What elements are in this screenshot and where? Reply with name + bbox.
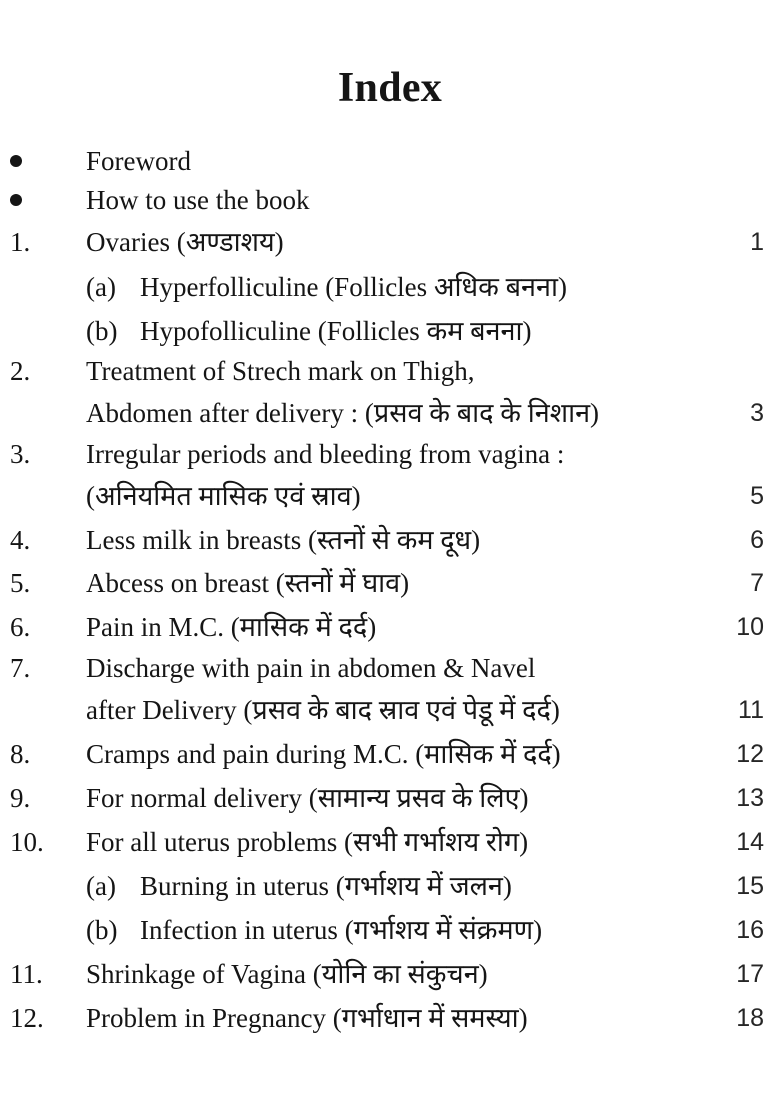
page-number: 15: [736, 872, 764, 900]
entry-text: Shrinkage of Vagina (योनि का संकुचन): [86, 959, 488, 989]
index-entry-2: [0, 350, 780, 392]
subentry-label: (a): [86, 272, 116, 302]
entry-number: 11.: [10, 959, 43, 989]
entry-number: 1.: [10, 227, 31, 257]
entry-number: 8.: [10, 739, 31, 769]
page-number: 6: [750, 526, 764, 554]
index-subentry-10b: [0, 909, 780, 951]
entry-text: Abcess on breast (स्तनों में घाव): [86, 568, 410, 598]
subentry-label: (b): [86, 915, 118, 945]
entry-text: Hyperfolliculine (Follicles अधिक बनना): [140, 272, 568, 302]
index-entry-10: [0, 821, 780, 863]
page-number: 17: [736, 960, 764, 988]
page-number: 14: [736, 828, 764, 856]
index-entry-7: [0, 647, 780, 689]
index-entry-foreword: [0, 140, 780, 182]
index-entry-3: [0, 433, 780, 475]
entry-text: Infection in uterus (गर्भाशय में संक्रमण): [140, 915, 543, 945]
entry-number: 2.: [10, 356, 31, 386]
entry-text: For all uterus problems (सभी गर्भाशय रोग): [86, 827, 529, 857]
page-number: 16: [736, 916, 764, 944]
entry-number: 5.: [10, 568, 31, 598]
page-number: 1: [750, 228, 764, 256]
entry-text-line1: Treatment of Strech mark on Thigh,: [86, 356, 475, 386]
page-number: 10: [736, 613, 764, 641]
entry-text: Problem in Pregnancy (गर्भाधान में समस्या): [86, 1003, 528, 1033]
entry-text-line1: Irregular periods and bleeding from vagina :: [86, 439, 565, 469]
subentry-label: (b): [86, 316, 118, 346]
page-number: 3: [750, 399, 764, 427]
index-entry-8: [0, 733, 780, 775]
index-subentry-1a: [0, 266, 780, 308]
entry-text: Less milk in breasts (स्तनों से कम दूध): [86, 525, 481, 555]
entry-number: 4.: [10, 525, 31, 555]
page-number: 7: [750, 569, 764, 597]
entry-number: 3.: [10, 439, 31, 469]
entry-text: For normal delivery (सामान्य प्रसव के लिए): [86, 783, 529, 813]
index-entry-11: [0, 953, 780, 995]
index-entry-7-cont: [0, 689, 780, 731]
entry-number: 9.: [10, 783, 31, 813]
page-number: 18: [736, 1004, 764, 1032]
entry-text: Burning in uterus (गर्भाशय में जलन): [140, 871, 512, 901]
entry-text: Pain in M.C. (मासिक में दर्द): [86, 612, 377, 642]
entry-text: Hypofolliculine (Follicles कम बनना): [140, 316, 532, 346]
index-entry-2-cont: [0, 392, 780, 434]
subentry-label: (a): [86, 871, 116, 901]
bullet-icon: [10, 155, 22, 167]
entry-text: Cramps and pain during M.C. (मासिक में दर्द): [86, 739, 561, 769]
index-entry-5: [0, 562, 780, 604]
index-subentry-1b: [0, 310, 780, 352]
entry-number: 7.: [10, 653, 31, 683]
index-entry-9: [0, 777, 780, 819]
index-subentry-10a: [0, 865, 780, 907]
index-entry-3-cont: [0, 475, 780, 517]
entry-text-line2: Abdomen after delivery : (प्रसव के बाद के निशान): [86, 398, 600, 428]
page-number: 5: [750, 482, 764, 510]
index-entry-6: [0, 606, 780, 648]
page-title: Index: [337, 65, 443, 111]
entry-text: How to use the book: [86, 185, 310, 215]
entry-text-line2: (अनियमित मासिक एवं स्राव): [86, 481, 361, 511]
entry-text-line1: Discharge with pain in abdomen & Navel: [86, 653, 536, 683]
bullet-icon: [10, 194, 22, 206]
page-number: 13: [736, 784, 764, 812]
index-entry-how-to-use: [0, 179, 780, 221]
index-entry-1: [0, 221, 780, 263]
entry-number: 12.: [10, 1003, 44, 1033]
index-entry-12: [0, 997, 780, 1039]
index-entry-4: [0, 519, 780, 561]
entry-number: 6.: [10, 612, 31, 642]
page-number: 11: [738, 696, 764, 724]
page-number: 12: [736, 740, 764, 768]
entry-number: 10.: [10, 827, 44, 857]
entry-text-line2: after Delivery (प्रसव के बाद स्राव एवं पेडू में दर्द): [86, 695, 560, 725]
entry-text: Ovaries (अण्डाशय): [86, 227, 284, 257]
entry-text: Foreword: [86, 146, 191, 176]
